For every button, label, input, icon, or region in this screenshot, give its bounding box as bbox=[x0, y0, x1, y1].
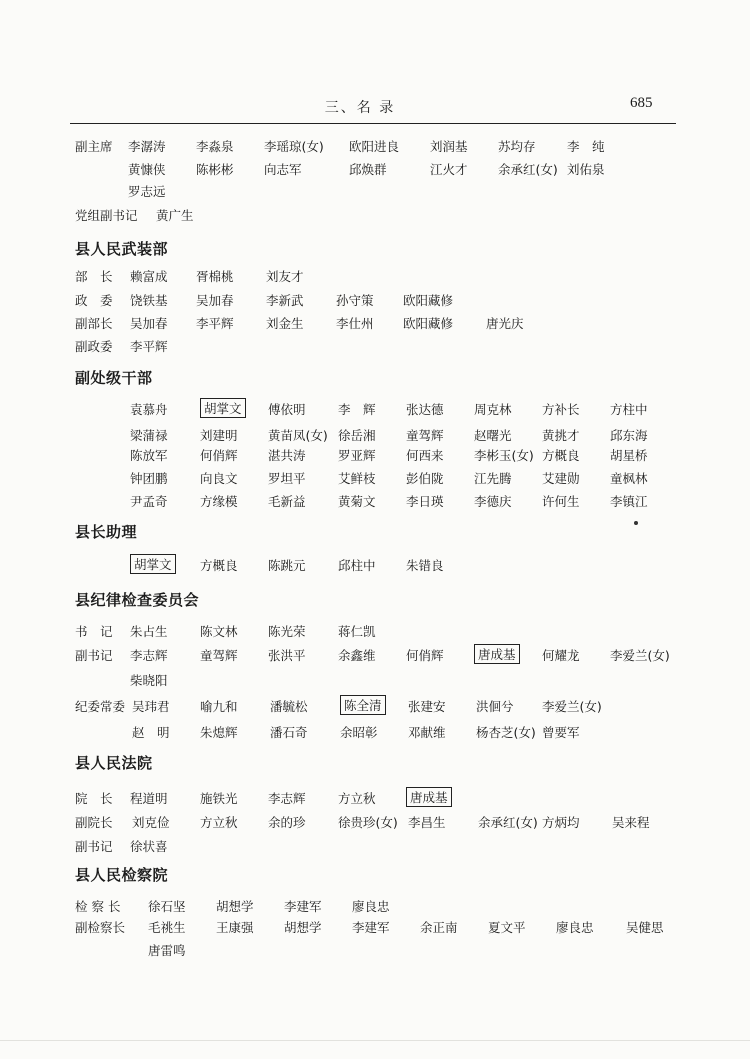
person-name: 欧阳藏修 bbox=[403, 316, 454, 331]
person-name: 李平辉 bbox=[196, 316, 234, 331]
person-name: 黄苗凤(女) bbox=[268, 428, 328, 443]
person-name: 李 辉 bbox=[338, 402, 376, 417]
roster-line-fuchu-4 bbox=[0, 492, 750, 514]
person-name: 童驾辉 bbox=[200, 648, 238, 663]
roster-line-fuchu-1 bbox=[0, 426, 750, 448]
person-name: 李新武 bbox=[266, 293, 304, 308]
person-name: 何俏辉 bbox=[406, 648, 444, 663]
person-name: 张洪平 bbox=[268, 648, 306, 663]
roster-line-wuzhuang-1 bbox=[0, 291, 750, 313]
person-name: 廖良忠 bbox=[556, 920, 594, 935]
person-name: 洪佪兮 bbox=[476, 699, 514, 714]
person-name: 黄菊文 bbox=[338, 494, 376, 509]
person-name: 童枫林 bbox=[610, 471, 648, 486]
person-name: 李志辉 bbox=[268, 791, 306, 806]
person-name: 何西来 bbox=[406, 448, 444, 463]
section-title-wuzhuang: 县人民武装部 bbox=[75, 240, 169, 258]
position-title: 副书记 bbox=[75, 648, 113, 663]
position-title: 书 记 bbox=[75, 624, 113, 639]
person-name: 彭伯陇 bbox=[406, 471, 444, 486]
position-title: 部 长 bbox=[75, 269, 113, 284]
position-title: 政 委 bbox=[75, 293, 113, 308]
position-title: 党组副书记 bbox=[75, 208, 138, 223]
roster-line-top-1 bbox=[0, 160, 750, 182]
person-name: 方柱中 bbox=[610, 402, 648, 417]
roster-line-top-3 bbox=[0, 206, 750, 228]
position-title: 副部长 bbox=[75, 316, 113, 331]
person-name: 梁蒲禄 bbox=[130, 428, 168, 443]
person-name: 唐成基 bbox=[474, 644, 520, 664]
roster-line-jiwei-4 bbox=[0, 723, 750, 745]
person-name: 胡掌文 bbox=[200, 398, 246, 418]
person-name: 饶铁基 bbox=[130, 293, 168, 308]
person-name: 李平辉 bbox=[130, 339, 168, 354]
section-title-jiwei: 县纪律检查委员会 bbox=[75, 591, 200, 609]
section-title-fayuan: 县人民法院 bbox=[75, 754, 153, 772]
roster-line-fayuan-2 bbox=[0, 837, 750, 859]
roster-line-top-0 bbox=[0, 137, 750, 159]
roster-line-jianchayuan-1 bbox=[0, 918, 750, 940]
roster-line-jiwei-1 bbox=[0, 646, 750, 668]
person-name: 童驾辉 bbox=[406, 428, 444, 443]
person-name: 吴加春 bbox=[130, 316, 168, 331]
person-name: 李彬玉(女) bbox=[474, 448, 534, 463]
person-name: 余承红(女) bbox=[478, 815, 538, 830]
person-name: 方缘模 bbox=[200, 494, 238, 509]
section-title-zhuli: 县长助理 bbox=[75, 523, 138, 541]
position-title: 副检察长 bbox=[75, 920, 126, 935]
person-name: 胡想学 bbox=[216, 899, 254, 914]
person-name: 杨杏芝(女) bbox=[476, 725, 536, 740]
person-name: 王康强 bbox=[216, 920, 254, 935]
person-name: 曾要军 bbox=[542, 725, 580, 740]
person-name: 李潺涛 bbox=[128, 139, 166, 154]
roster-line-fayuan-1 bbox=[0, 813, 750, 835]
person-name: 方炳均 bbox=[542, 815, 580, 830]
person-name: 廖良忠 bbox=[352, 899, 390, 914]
person-name: 黄挑才 bbox=[542, 428, 580, 443]
roster-line-jiwei-0 bbox=[0, 622, 750, 644]
section-title-jianchayuan: 县人民检察院 bbox=[75, 866, 169, 884]
person-name: 向志军 bbox=[264, 162, 302, 177]
person-name: 黄慷侠 bbox=[128, 162, 166, 177]
position-title: 副书记 bbox=[75, 839, 113, 854]
person-name: 唐光庆 bbox=[486, 316, 524, 331]
person-name: 张建安 bbox=[408, 699, 446, 714]
person-name: 余承红(女) bbox=[498, 162, 558, 177]
person-name: 李建军 bbox=[352, 920, 390, 935]
person-name: 孙守策 bbox=[336, 293, 374, 308]
roster-line-jianchayuan-2 bbox=[0, 941, 750, 963]
position-title: 院 长 bbox=[75, 791, 113, 806]
person-name: 徐石坚 bbox=[148, 899, 186, 914]
person-name: 余鑫维 bbox=[338, 648, 376, 663]
roster-line-wuzhuang-0 bbox=[0, 267, 750, 289]
position-title: 副院长 bbox=[75, 815, 113, 830]
person-name: 尹孟奇 bbox=[130, 494, 168, 509]
roster-line-fuchu-0 bbox=[0, 400, 750, 422]
person-name: 方立秋 bbox=[338, 791, 376, 806]
person-name: 湛共涛 bbox=[268, 448, 306, 463]
person-name: 艾建勋 bbox=[542, 471, 580, 486]
position-title: 检 察 长 bbox=[75, 899, 121, 914]
position-title: 纪委常委 bbox=[75, 699, 126, 714]
person-name: 余昭彰 bbox=[340, 725, 378, 740]
roster-line-top-2 bbox=[0, 182, 750, 204]
person-name: 徐状喜 bbox=[130, 839, 168, 854]
person-name: 李昌生 bbox=[408, 815, 446, 830]
person-name: 吴玮君 bbox=[132, 699, 170, 714]
position-title: 副政委 bbox=[75, 339, 113, 354]
person-name: 邱柱中 bbox=[338, 558, 376, 573]
person-name: 李淼泉 bbox=[196, 139, 234, 154]
person-name: 刘友才 bbox=[266, 269, 304, 284]
person-name: 唐成基 bbox=[406, 787, 452, 807]
person-name: 蒋仁凯 bbox=[338, 624, 376, 639]
person-name: 陈光荣 bbox=[268, 624, 306, 639]
person-name: 傅依明 bbox=[268, 402, 306, 417]
person-name: 胥棉桃 bbox=[196, 269, 234, 284]
person-name: 刘润基 bbox=[430, 139, 468, 154]
roster-line-jiwei-2 bbox=[0, 671, 750, 693]
person-name: 徐贵珍(女) bbox=[338, 815, 398, 830]
person-name: 何耀龙 bbox=[542, 648, 580, 663]
person-name: 江先腾 bbox=[474, 471, 512, 486]
running-title: 三、名 录 bbox=[324, 100, 396, 116]
person-name: 施铁光 bbox=[200, 791, 238, 806]
person-name: 苏均存 bbox=[498, 139, 536, 154]
person-name: 胡掌文 bbox=[130, 554, 176, 574]
roster-line-jianchayuan-0 bbox=[0, 897, 750, 919]
person-name: 罗亚辉 bbox=[338, 448, 376, 463]
person-name: 方立秋 bbox=[200, 815, 238, 830]
header-rule bbox=[70, 123, 676, 124]
person-name: 毛祧生 bbox=[148, 920, 186, 935]
person-name: 刘建明 bbox=[200, 428, 238, 443]
person-name: 吴加春 bbox=[196, 293, 234, 308]
position-title: 副主席 bbox=[75, 139, 113, 154]
person-name: 唐雷鸣 bbox=[148, 943, 186, 958]
person-name: 李瑶琼(女) bbox=[264, 139, 324, 154]
person-name: 邓献维 bbox=[408, 725, 446, 740]
person-name: 江火才 bbox=[430, 162, 468, 177]
person-name: 余正南 bbox=[420, 920, 458, 935]
person-name: 方补长 bbox=[542, 402, 580, 417]
person-name: 何俏辉 bbox=[200, 448, 238, 463]
person-name: 李 纯 bbox=[567, 139, 605, 154]
person-name: 袁慕舟 bbox=[130, 402, 168, 417]
person-name: 李日瑛 bbox=[406, 494, 444, 509]
person-name: 吴健思 bbox=[626, 920, 664, 935]
roster-line-fayuan-0 bbox=[0, 789, 750, 811]
person-name: 钟团鹏 bbox=[130, 471, 168, 486]
person-name: 朱熄辉 bbox=[200, 725, 238, 740]
person-name: 陈全清 bbox=[340, 695, 386, 715]
roster-line-jiwei-3 bbox=[0, 697, 750, 719]
person-name: 许何生 bbox=[542, 494, 580, 509]
person-name: 徐岳湘 bbox=[338, 428, 376, 443]
person-name: 余的珍 bbox=[268, 815, 306, 830]
roster-line-wuzhuang-2 bbox=[0, 314, 750, 336]
person-name: 刘金生 bbox=[266, 316, 304, 331]
page-number: 685 bbox=[630, 95, 653, 111]
person-name: 赵曙光 bbox=[474, 428, 512, 443]
roster-line-fuchu-3 bbox=[0, 469, 750, 491]
person-name: 李镇江 bbox=[610, 494, 648, 509]
person-name: 方概良 bbox=[542, 448, 580, 463]
person-name: 陈放军 bbox=[130, 448, 168, 463]
person-name: 周克林 bbox=[474, 402, 512, 417]
person-name: 刘克俭 bbox=[132, 815, 170, 830]
person-name: 刘佑泉 bbox=[567, 162, 605, 177]
person-name: 毛新益 bbox=[268, 494, 306, 509]
roster-line-fuchu-2 bbox=[0, 446, 750, 468]
person-name: 李建军 bbox=[284, 899, 322, 914]
person-name: 李德庆 bbox=[474, 494, 512, 509]
person-name: 邱焕群 bbox=[349, 162, 387, 177]
person-name: 吴来程 bbox=[612, 815, 650, 830]
person-name: 欧阳藏修 bbox=[403, 293, 454, 308]
section-title-fuchu: 副处级干部 bbox=[75, 369, 153, 387]
person-name: 李仕州 bbox=[336, 316, 374, 331]
person-name: 陈文林 bbox=[200, 624, 238, 639]
person-name: 黄广生 bbox=[156, 208, 194, 223]
person-name: 朱错良 bbox=[406, 558, 444, 573]
person-name: 赵 明 bbox=[132, 725, 170, 740]
person-name: 胡星桥 bbox=[610, 448, 648, 463]
person-name: 艾鲜枝 bbox=[338, 471, 376, 486]
person-name: 陈彬彬 bbox=[196, 162, 234, 177]
person-name: 潘石奇 bbox=[270, 725, 308, 740]
person-name: 朱占生 bbox=[130, 624, 168, 639]
roster-line-wuzhuang-3 bbox=[0, 337, 750, 359]
person-name: 罗坦平 bbox=[268, 471, 306, 486]
person-name: 李志辉 bbox=[130, 648, 168, 663]
person-name: 赖富成 bbox=[130, 269, 168, 284]
person-name: 邱东海 bbox=[610, 428, 648, 443]
person-name: 罗志远 bbox=[128, 184, 166, 199]
person-name: 程道明 bbox=[130, 791, 168, 806]
roster-line-zhuli-0 bbox=[0, 556, 750, 578]
person-name: 潘毓松 bbox=[270, 699, 308, 714]
page-crease bbox=[0, 1040, 750, 1041]
person-name: 陈跳元 bbox=[268, 558, 306, 573]
person-name: 欧阳进良 bbox=[349, 139, 400, 154]
person-name: 方概良 bbox=[200, 558, 238, 573]
person-name: 李爱兰(女) bbox=[542, 699, 602, 714]
stray-dot bbox=[634, 521, 638, 525]
person-name: 李爱兰(女) bbox=[610, 648, 670, 663]
person-name: 向良文 bbox=[200, 471, 238, 486]
person-name: 柴晓阳 bbox=[130, 673, 168, 688]
person-name: 胡想学 bbox=[284, 920, 322, 935]
person-name: 张达德 bbox=[406, 402, 444, 417]
person-name: 喻九和 bbox=[200, 699, 238, 714]
person-name: 夏文平 bbox=[488, 920, 526, 935]
